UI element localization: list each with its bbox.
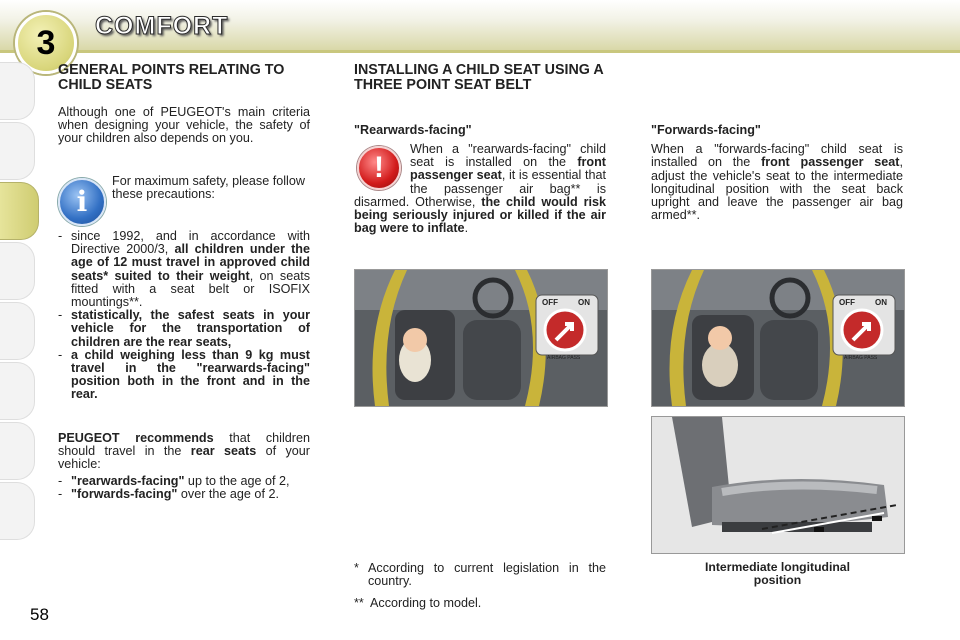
rearwards-facing-photo [354,269,608,407]
seat-position-photo [651,416,905,554]
side-tab[interactable] [0,302,35,360]
airbag-off-label: OFF [839,298,855,307]
side-tab[interactable] [0,122,35,180]
side-tab[interactable] [0,62,35,120]
side-tab-active[interactable] [0,182,39,240]
rear-facing-heading: "Rearwards-facing" [354,123,472,137]
side-tab[interactable] [0,422,35,480]
info-text-block [112,175,310,201]
left-column [58,63,310,146]
right-column [651,124,903,222]
page-number: 58 [30,605,49,624]
section-title-installing: INSTALLING A CHILD SEAT USING A THREE POINT SEAT BELT [354,62,604,93]
recommendation-list [58,475,310,501]
recommendation-block [58,432,310,501]
airbag-switch-label: AIRBAG PASS [844,355,878,361]
airbag-off-label: OFF [542,298,558,307]
footnote-item: ** According to model. [354,595,482,610]
precaution-item: - since 1992, and in accordance with Directive 2000/3, all children under the age of 12 must travel in approved child seats* suited to their weight, on seats fitted with a seat belt or ISOFIX mountings**. [58,230,310,309]
recommendation-item: - "rearwards-facing" up to the age of 2, [58,475,310,488]
airbag-on-label: ON [578,298,590,307]
footnotes [354,562,606,610]
footnote-item: * According to current legislation in the country. [354,561,606,589]
info-icon: i [58,178,106,226]
seat-caption: Intermediate longitudinal position [705,560,850,587]
side-tab[interactable] [0,482,35,540]
precautions-list [58,230,310,402]
chapter-side-tabs [0,50,38,580]
rear-facing-paragraph: When a "rearwards-facing" child seat is installed on the front passenger seat, it is essential that the passenger air bag** is disarmed. Otherwise, the child would risk being seriously injured or killed if the air bag were to inflate. [354,142,606,236]
forwards-facing-paragraph: When a "forwards-facing" child seat is installed on the front passenger seat, adjust the vehicle's seat to the intermediate longitudinal position with the seat back upright and leave the passenger air bag armed**. [651,142,903,223]
side-tab[interactable] [0,362,35,420]
precaution-item: - a child weighing less than 9 kg must travel in the "rearwards-facing" position both in the front and in the rear. [58,349,310,402]
forwards-facing-photo [651,269,905,407]
chapter-number-badge: 3 [15,12,77,74]
side-tab[interactable] [0,242,35,300]
precautions-block [58,230,310,402]
section-title-general: GENERAL POINTS RELATING TO CHILD SEATS [58,62,285,93]
recommendation-item: - "forwards-facing" over the age of 2. [58,488,310,501]
forwards-facing-heading: "Forwards-facing" [651,123,761,137]
chapter-title: COMFORT [95,12,229,40]
intro-paragraph: Although one of PEUGEOT's main criteria when designing your vehicle, the safety of your children also depends on you. [58,105,310,146]
middle-column-header [354,63,609,93]
recommendation-text: PEUGEOT recommends that children should travel in the rear seats of your vehicle: [58,431,311,472]
rear-heading-block [354,124,609,137]
airbag-on-label: ON [875,298,887,307]
precaution-item: - statistically, the safest seats in your vehicle for the transportation of children are the rear seats, [58,309,310,349]
airbag-switch-label: AIRBAG PASS [547,355,581,361]
info-text: For maximum safety, please follow these precautions: [112,174,305,202]
warning-icon: ! [357,146,401,190]
